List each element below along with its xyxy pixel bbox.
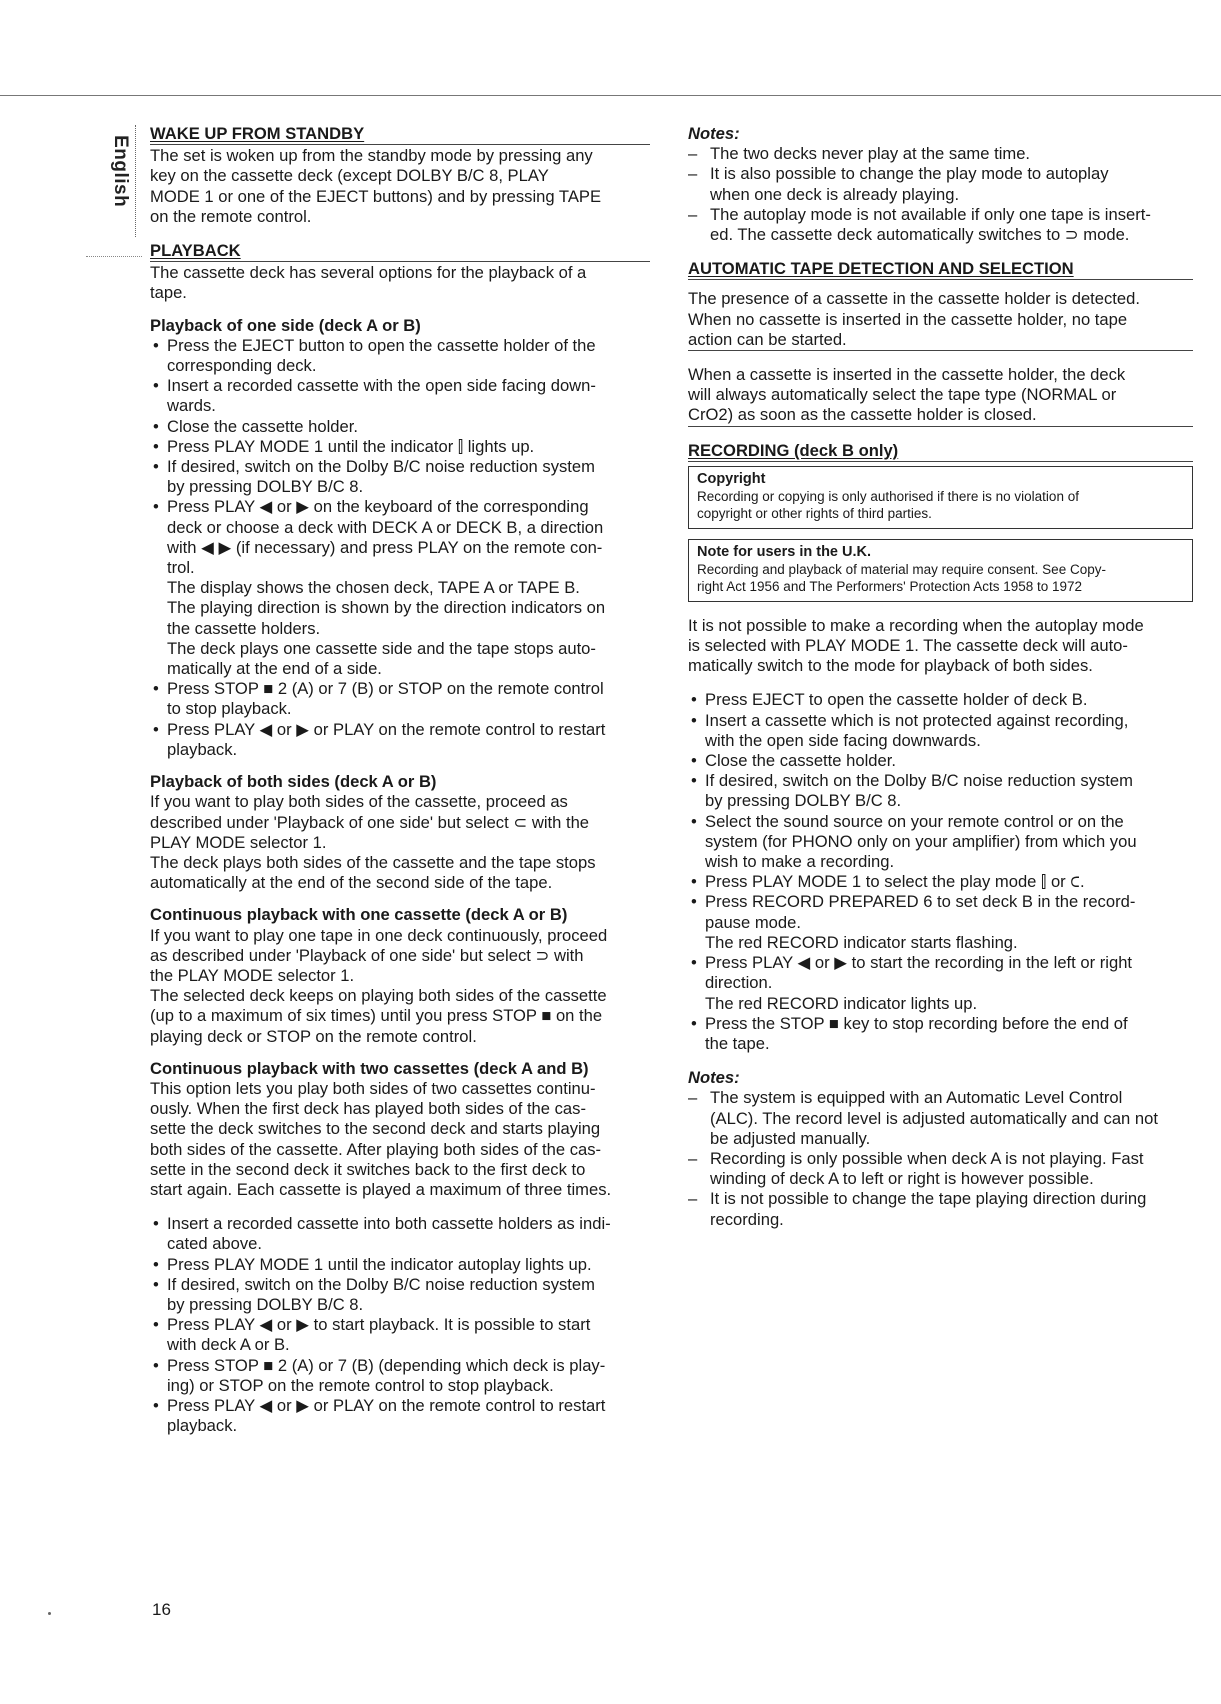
list-item-line: • Close the cassette holder. — [167, 416, 358, 436]
list-item-line: winding of deck A to left or right is however possible. — [710, 1169, 1094, 1189]
recording-list — [688, 690, 1193, 1054]
list-item — [150, 1396, 650, 1436]
text-line: CrO2) as soon as the cassette holder is closed. — [688, 405, 1037, 425]
list-item — [688, 1088, 1193, 1149]
text-line: playing deck or STOP on the remote control. — [150, 1026, 477, 1046]
text-line: MODE 1 or one of the EJECT buttons) and by pressing TAPE — [150, 186, 602, 206]
list-item-line: • Press PLAY MODE 1 until the indicator autoplay lights up. — [167, 1254, 592, 1274]
list-item-line: – The autoplay mode is not available if only one tape is insert- — [710, 204, 1151, 224]
list-item — [150, 376, 650, 416]
text-line: is selected with PLAY MODE 1. The cassette deck will auto- — [688, 636, 1128, 656]
language-label: English — [110, 135, 132, 208]
wake-up-body — [150, 146, 650, 227]
list-item — [150, 1315, 650, 1355]
text-line: the PLAY MODE selector 1. — [150, 965, 355, 985]
list-item — [150, 1356, 650, 1396]
uk-note-box-body — [697, 561, 1184, 595]
list-item-line: by pressing DOLBY B/C 8. — [705, 791, 902, 811]
list-item-line: • Select the sound source on your remote control or on the — [705, 811, 1124, 831]
list-item-line: (ALC). The record level is adjusted automatically and can not — [710, 1108, 1158, 1128]
list-item-line: playback. — [167, 1416, 238, 1436]
list-item — [150, 417, 650, 437]
list-item-line: the tape. — [705, 1033, 770, 1053]
list-item-line: • Insert a cassette which is not protected against recording, — [705, 710, 1129, 730]
wake-up-title: WAKE UP FROM STANDBY — [150, 124, 650, 145]
text-line: action can be started. — [688, 329, 847, 349]
text-line: both sides of the cassette. After playing both sides of the cas- — [150, 1139, 602, 1159]
text-line: tape. — [150, 283, 187, 303]
list-item-line: when one deck is already playing. — [710, 184, 960, 204]
list-item — [688, 164, 1193, 204]
playback-title: PLAYBACK — [150, 241, 650, 262]
text-line: will always automatically select the tape type (NORMAL or — [688, 385, 1117, 405]
text-line: described under 'Playback of one side' but select ⊂ with the — [150, 812, 590, 832]
notes-title-2: Notes: — [688, 1068, 740, 1088]
list-item-line: with ◀ ▶ (if necessary) and press PLAY on the remote con- — [167, 537, 603, 557]
list-item-line: • Press PLAY ◀ or ▶ or PLAY on the remote control to restart — [167, 719, 606, 739]
list-item-line: • Press RECORD PREPARED 6 to set deck B in the record- — [705, 892, 1136, 912]
right-column — [688, 124, 1193, 1230]
text-line: automatically at the end of the second side of the tape. — [150, 873, 553, 893]
list-item — [688, 144, 1193, 164]
text-line: If you want to play one tape in one deck continuously, proceed — [150, 925, 608, 945]
list-item — [150, 336, 650, 376]
list-item-line: The playing direction is shown by the direction indicators on — [167, 598, 606, 618]
text-line: The selected deck keeps on playing both sides of the cassette — [150, 986, 607, 1006]
list-item — [150, 437, 650, 457]
notes-title: Notes: — [688, 124, 740, 143]
side-dotted-rule — [86, 256, 142, 257]
list-item-line: with deck A or B. — [167, 1335, 290, 1355]
text-line: When no cassette is inserted in the cassette holder, no tape — [688, 309, 1128, 329]
list-item-line: matically at the end of a side. — [167, 659, 382, 679]
list-item — [688, 751, 1193, 771]
list-item-line: • Press EJECT to open the cassette holder of deck B. — [705, 690, 1088, 710]
auto-detect-para1 — [688, 289, 1193, 351]
list-item-line: system (for PHONO only on your amplifier) from which you — [705, 831, 1137, 851]
list-item — [688, 690, 1193, 710]
text-line: sette in the second deck it switches back to the first deck to — [150, 1159, 586, 1179]
list-item-line: • Press STOP ■ 2 (A) or 7 (B) or STOP on the remote control — [167, 679, 604, 699]
page-number: 16 — [152, 1600, 171, 1619]
list-item-line: by pressing DOLBY B/C 8. — [167, 1294, 364, 1314]
text-line: right Act 1956 and The Performers' Protection Acts 1958 to 1972 — [697, 578, 1083, 594]
text-line: start again. Each cassette is played a maximum of three times. — [150, 1179, 612, 1199]
continuous-two-list — [150, 1214, 650, 1436]
list-item-line: • Close the cassette holder. — [705, 751, 896, 771]
list-item-line: playback. — [167, 739, 238, 759]
list-item-line: – It is also possible to change the play mode to autoplay — [710, 164, 1109, 184]
list-item-line: to stop playback. — [167, 699, 292, 719]
list-item-line: • Press PLAY ◀ or ▶ on the keyboard of the corresponding — [167, 497, 589, 517]
list-item-line: trol. — [167, 558, 195, 578]
list-item-line: the cassette holders. — [167, 618, 321, 638]
list-item — [150, 720, 650, 760]
list-item-line: wards. — [167, 396, 216, 416]
copyright-box — [688, 466, 1193, 529]
side-divider — [135, 125, 136, 237]
text-line: matically switch to the mode for playback of both sides. — [688, 656, 1093, 676]
list-item-line: • Press PLAY ◀ or ▶ to start playback. It is possible to start — [167, 1315, 591, 1335]
list-item-line: • Press PLAY MODE 1 until the indicator ⫿ lights up. — [167, 436, 535, 456]
text-line: (up to a maximum of six times) until you press STOP ■ on the — [150, 1006, 603, 1026]
list-item-line: The red RECORD indicator lights up. — [705, 993, 978, 1013]
list-item — [150, 1255, 650, 1275]
list-item-line: • Press PLAY MODE 1 to select the play mode ⫿ or ⊂. — [705, 872, 1085, 892]
list-item-line: • Press STOP ■ 2 (A) or 7 (B) (depending which deck is play- — [167, 1355, 606, 1375]
text-line: sette the deck switches to the second deck and starts playing — [150, 1119, 601, 1139]
list-item — [688, 711, 1193, 751]
text-line: It is not possible to make a recording when the autoplay mode — [688, 615, 1144, 635]
text-line: The set is woken up from the standby mode by pressing any — [150, 146, 593, 166]
list-item — [688, 1189, 1193, 1229]
list-item-line: recording. — [710, 1209, 784, 1229]
both-sides-title: Playback of both sides (deck A or B) — [150, 772, 437, 792]
scan-dot — [48, 1612, 51, 1615]
list-item-line: – It is not possible to change the tape playing direction during — [710, 1189, 1147, 1209]
playback-intro — [150, 263, 650, 303]
text-line: PLAY MODE selector 1. — [150, 832, 327, 852]
list-item-line: • If desired, switch on the Dolby B/C noise reduction system — [167, 457, 595, 477]
text-line: ously. When the first deck has played both sides of the cas- — [150, 1099, 586, 1119]
list-item-line: ed. The cassette deck automatically switches to ⊃ mode. — [710, 225, 1130, 245]
both-sides-body — [150, 792, 650, 893]
list-item-line: direction. — [705, 973, 773, 993]
list-item — [150, 497, 650, 679]
list-item — [688, 1149, 1193, 1189]
list-item-line: • If desired, switch on the Dolby B/C noise reduction system — [167, 1274, 595, 1294]
list-item — [688, 953, 1193, 1014]
list-item-line: – Recording is only possible when deck A is not playing. Fast — [710, 1148, 1144, 1168]
list-item-line: • Press the STOP ■ key to stop recording before the end of — [705, 1013, 1128, 1033]
one-side-list — [150, 336, 650, 760]
text-line: copyright or other rights of third parties. — [697, 505, 932, 521]
continuous-two-body — [150, 1079, 650, 1200]
one-side-title: Playback of one side (deck A or B) — [150, 315, 421, 335]
list-item-line: • Insert a recorded cassette into both cassette holders as indi- — [167, 1214, 611, 1234]
text-line: key on the cassette deck (except DOLBY B/C 8, PLAY — [150, 166, 549, 186]
list-item — [688, 205, 1193, 245]
auto-detect-para2 — [688, 365, 1193, 427]
copyright-box-body — [697, 488, 1184, 522]
list-item-line: pause mode. — [705, 912, 801, 932]
list-item-line: • Press the EJECT button to open the cassette holder of the — [167, 335, 596, 355]
copyright-box-title: Copyright — [697, 470, 766, 487]
continuous-one-body — [150, 926, 650, 1047]
list-item-line: • If desired, switch on the Dolby B/C noise reduction system — [705, 771, 1133, 791]
recording-intro — [688, 616, 1193, 677]
list-item-line: The red RECORD indicator starts flashing. — [705, 932, 1018, 952]
list-item — [688, 892, 1193, 953]
text-line: on the remote control. — [150, 206, 312, 226]
text-line: Recording and playback of material may require consent. See Copy- — [697, 561, 1106, 577]
list-item — [150, 1214, 650, 1254]
auto-detect-title: AUTOMATIC TAPE DETECTION AND SELECTION — [688, 259, 1193, 280]
list-item-line: be adjusted manually. — [710, 1128, 871, 1148]
list-item-line: deck or choose a deck with DECK A or DECK B, a direction — [167, 517, 604, 537]
recording-title: RECORDING (deck B only) — [688, 441, 1193, 462]
uk-note-box — [688, 539, 1193, 602]
text-line: The cassette deck has several options for the playback of a — [150, 263, 587, 283]
notes-list-2 — [688, 1088, 1193, 1229]
text-line: This option lets you play both sides of two cassettes continu- — [150, 1078, 596, 1098]
list-item — [150, 679, 650, 719]
list-item-line: – The system is equipped with an Automatic Level Control — [710, 1088, 1123, 1108]
text-line: If you want to play both sides of the cassette, proceed as — [150, 792, 568, 812]
continuous-one-title: Continuous playback with one cassette (deck A or B) — [150, 905, 568, 925]
list-item-line: The deck plays one cassette side and the tape stops auto- — [167, 638, 596, 658]
list-item-line: corresponding deck. — [167, 356, 317, 376]
text-line: The deck plays both sides of the cassette and the tape stops — [150, 852, 596, 872]
list-item — [688, 771, 1193, 811]
text-line: as described under 'Playback of one side' but select ⊃ with — [150, 945, 584, 965]
list-item-line: by pressing DOLBY B/C 8. — [167, 477, 364, 497]
list-item-line: wish to make a recording. — [705, 852, 895, 872]
uk-note-box-title: Note for users in the U.K. — [697, 543, 872, 560]
text-line: Recording or copying is only authorised if there is no violation of — [697, 488, 1079, 504]
list-item — [688, 812, 1193, 873]
list-item-line: • Press PLAY ◀ or ▶ to start the recording in the left or right — [705, 953, 1133, 973]
text-line: The presence of a cassette in the cassette holder is detected. — [688, 289, 1140, 309]
list-item-line: cated above. — [167, 1234, 263, 1254]
notes-list — [688, 144, 1193, 245]
list-item — [688, 872, 1193, 892]
list-item-line: • Press PLAY ◀ or ▶ or PLAY on the remote control to restart — [167, 1395, 606, 1415]
list-item — [688, 1014, 1193, 1054]
language-tab — [84, 125, 144, 265]
list-item-line: • Insert a recorded cassette with the open side facing down- — [167, 376, 596, 396]
text-line: When a cassette is inserted in the cassette holder, the deck — [688, 365, 1126, 385]
list-item — [150, 457, 650, 497]
continuous-two-title: Continuous playback with two cassettes (deck A and B) — [150, 1058, 589, 1078]
top-rule — [0, 95, 1221, 96]
list-item-line: ing) or STOP on the remote control to stop playback. — [167, 1375, 554, 1395]
list-item-line: The display shows the chosen deck, TAPE A or TAPE B. — [167, 578, 580, 598]
list-item-line: with the open side facing downwards. — [705, 730, 981, 750]
left-column — [150, 124, 650, 1436]
list-item-line: – The two decks never play at the same time. — [710, 144, 1031, 164]
list-item — [150, 1275, 650, 1315]
